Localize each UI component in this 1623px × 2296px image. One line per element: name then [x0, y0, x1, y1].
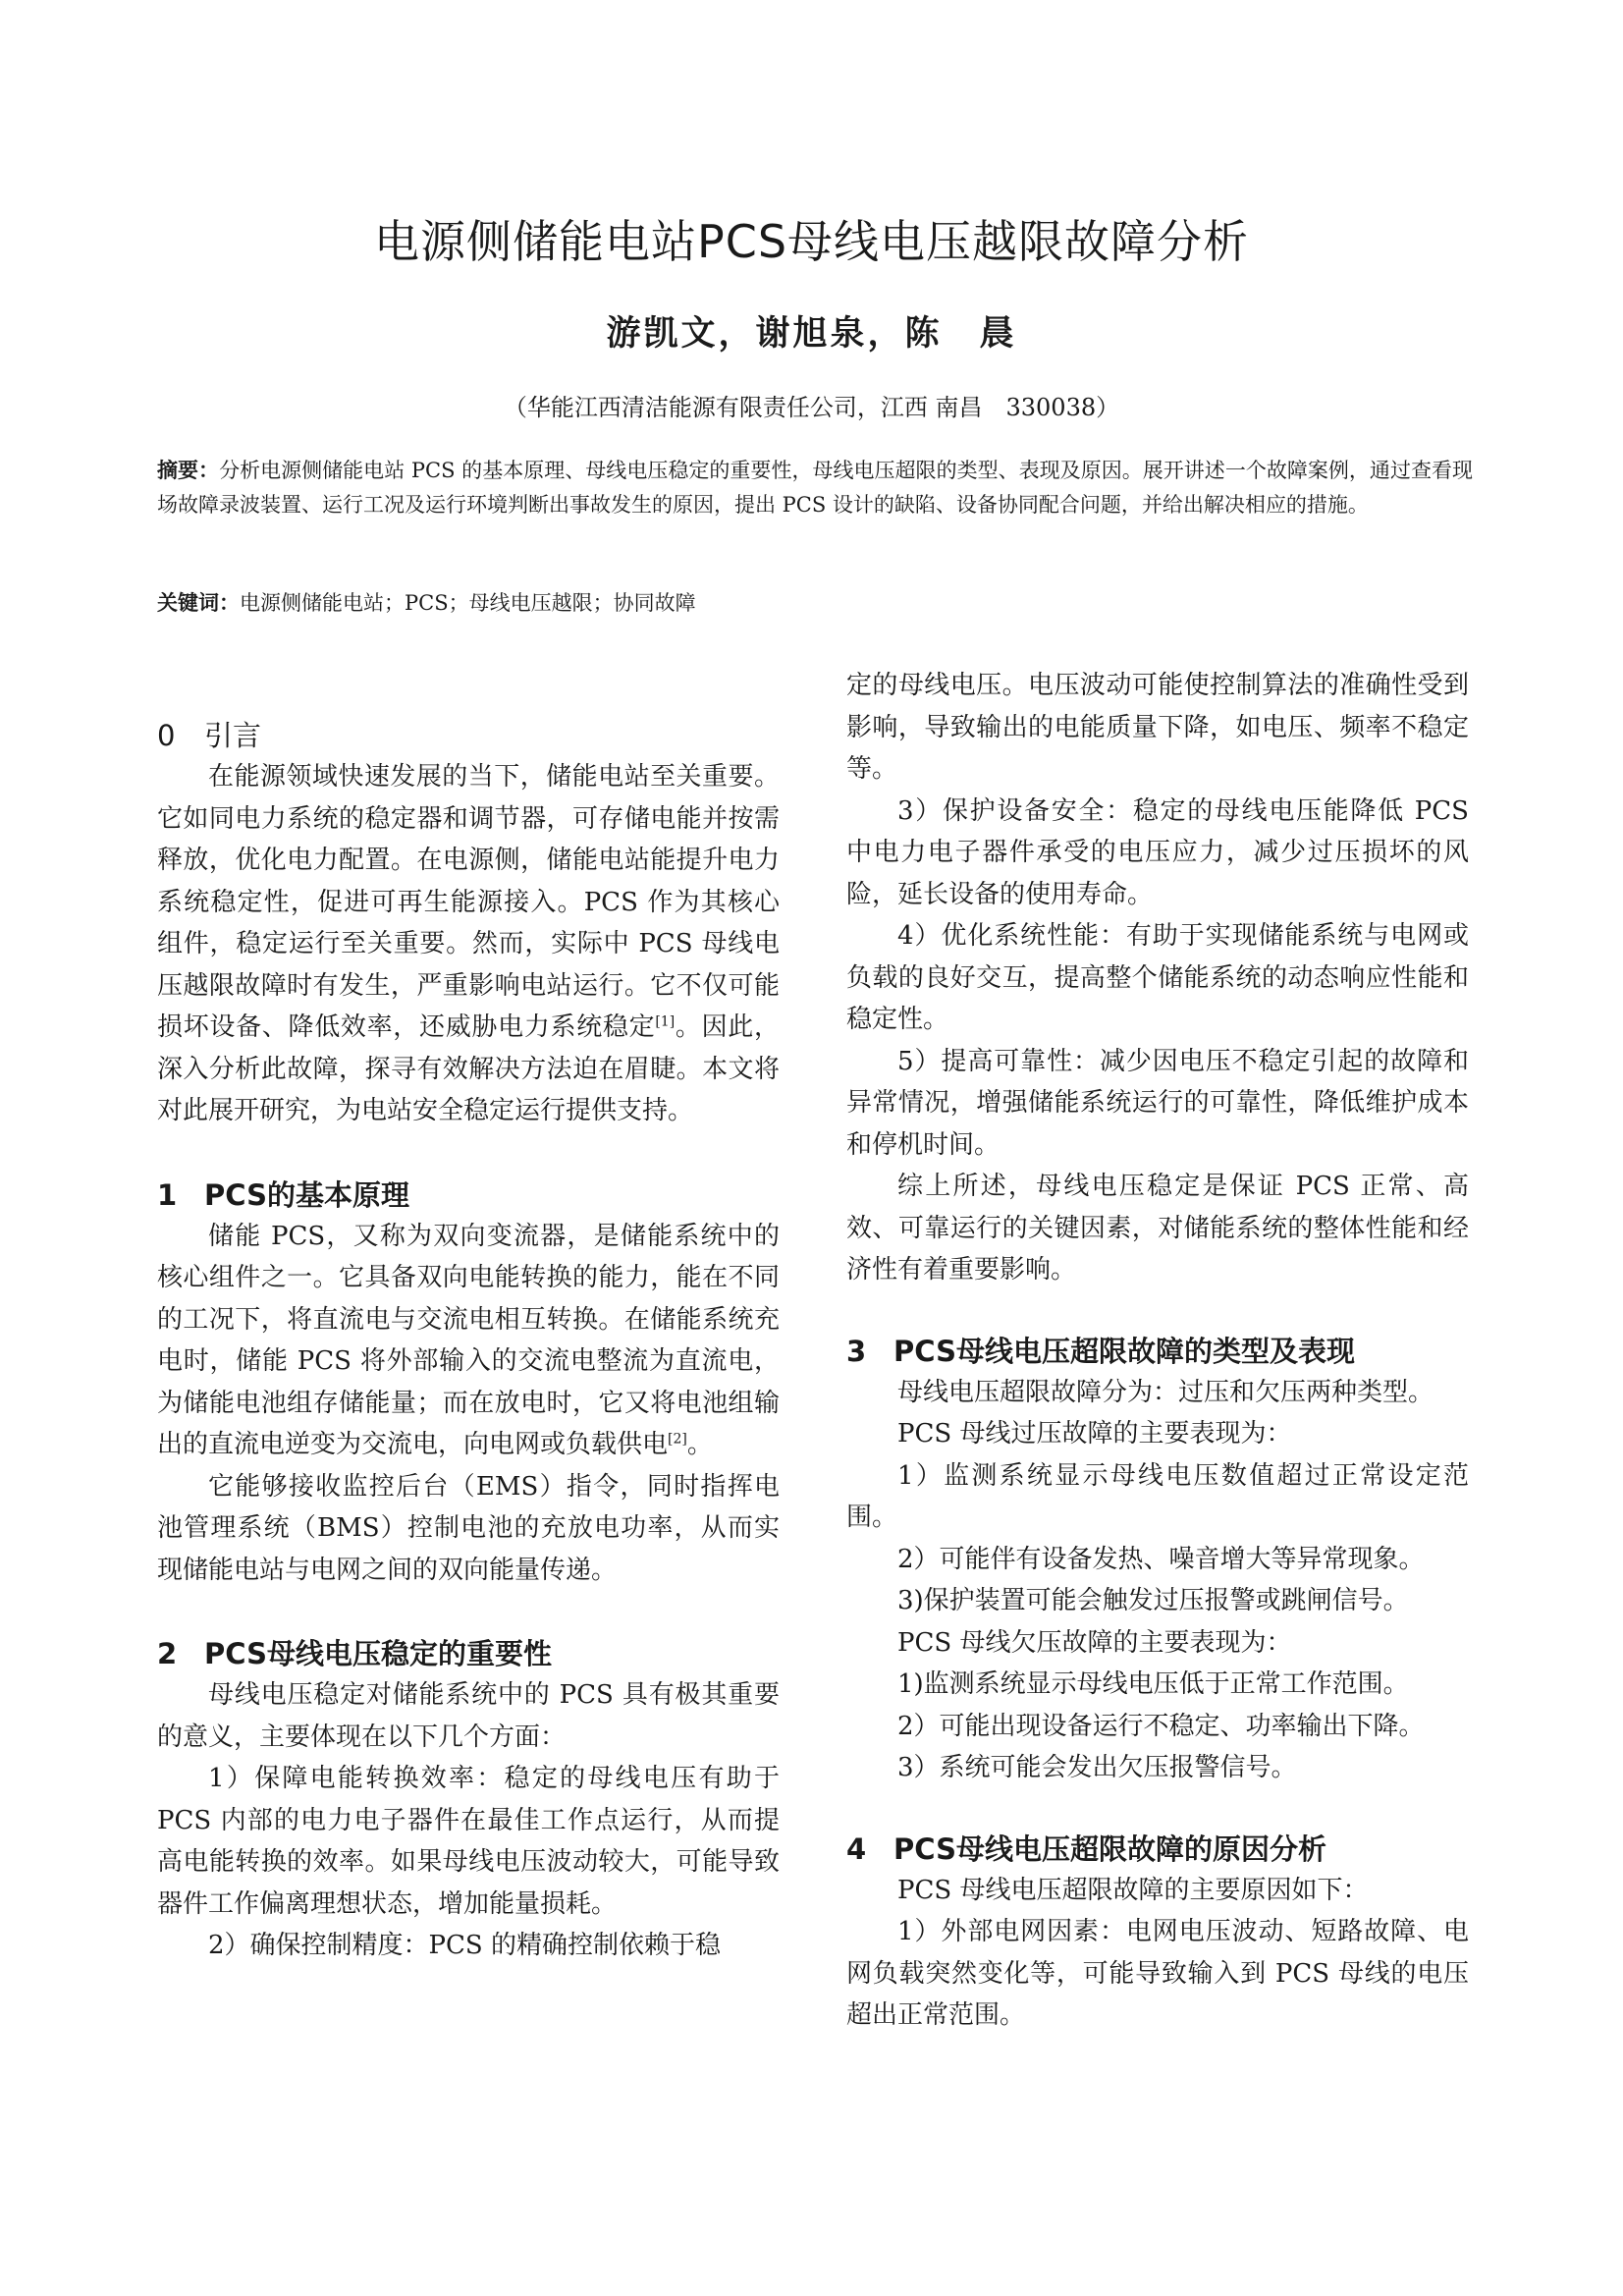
abstract-text: 分析电源侧储能电站 PCS 的基本原理、母线电压稳定的重要性，母线电压超限的类型、表现及原因。展开讲述一个故障案例，通过查看现场故障录波装置、运行工况及运行环境判断出事故发生的原因，提出 PCS 设计的缺陷、设备协同配合问题，并给出解决相应的措施。	[157, 459, 1474, 517]
left-column	[157, 715, 780, 1967]
abstract	[157, 454, 1473, 522]
paragraph-text: 储能 PCS，又称为双向变流器，是储能系统中的核心组件之一。它具备双向电能转换的能力，能在不同的工况下，将直流电与交流电相互转换。在储能系统充电时，储能 PCS 将外部输入的交流电整流为直流电，为储能电池组存储能量；而在放电时，它又将电池组输出的直流电逆变为交流电，向电网或负载供电	[157, 1221, 780, 1459]
section-gap	[846, 1291, 1469, 1331]
paragraph: 5）提高可靠性：减少因电压不稳定引起的故障和异常情况，增强储能系统运行的可靠性，降低维护成本和停机时间。	[846, 1046, 1469, 1160]
paragraph: PCS 母线电压超限故障的主要原因如下：	[897, 1875, 1369, 1905]
paragraph: PCS 母线过压故障的主要表现为：	[897, 1419, 1292, 1449]
paragraph-text: 在能源领域快速发展的当下，储能电站至关重要。它如同电力系统的稳定器和调节器，可存储电能并按需释放，优化电力配置。在电源侧，储能电站能提升电力系统稳定性，促进可再生能源接入。PCS 作为其核心组件，稳定运行至关重要。然而，实际中 PCS 母线电压越限故障时有发生，严重影响电站运行。它不仅可能损坏设备、降低效率，还威胁电力系统稳定	[157, 762, 780, 1042]
section-gap	[157, 1132, 780, 1175]
keywords-text: 电源侧储能电站；PCS；母线电压越限；协同故障	[240, 591, 696, 615]
citation-ref: [1]	[655, 1013, 676, 1030]
section-title: PCS母线电压超限故障的类型及表现	[893, 1334, 1355, 1368]
section-number: 2	[157, 1637, 178, 1670]
section-heading-3	[846, 1331, 1469, 1372]
paragraph-continued: 定的母线电压。电压波动可能使控制算法的准确性受到影响，导致输出的电能质量下降，如电压、频率不稳定等。	[846, 671, 1469, 784]
paragraph: 母线电压超限故障分为：过压和欠压两种类型。	[897, 1377, 1434, 1407]
paragraph: 1)监测系统显示母线电压低于正常工作范围。	[897, 1669, 1409, 1699]
section-number: 3	[846, 1334, 867, 1368]
paragraph: 3）系统可能会发出欠压报警信号。	[897, 1753, 1297, 1782]
paragraph: 2）可能出现设备运行不稳定、功率输出下降。	[897, 1711, 1425, 1741]
paragraph: 母线电压稳定对储能系统中的 PCS 具有极其重要的意义，主要体现在以下几个方面：	[157, 1680, 780, 1752]
paragraph: 1）保障电能转换效率：稳定的母线电压有助于 PCS 内部的电力电子器件在最佳工作点运行，从而提高电能转换的效率。如果母线电压波动较大，可能导致器件工作偏离理想状态，增加能量损耗。	[157, 1764, 780, 1919]
keywords	[157, 586, 1473, 621]
keywords-label: 关键词：	[157, 591, 240, 615]
section-title: PCS的基本原理	[204, 1177, 409, 1212]
paper-title: 电源侧储能电站PCS母线电压越限故障分析	[373, 215, 1250, 268]
section-number: 0	[157, 719, 176, 752]
paragraph: 它能够接收监控后台（EMS）指令，同时指挥电池管理系统（BMS）控制电池的充放电功率，从而实现储能电站与电网之间的双向能量传递。	[157, 1471, 780, 1585]
section-gap	[157, 1591, 780, 1633]
section-heading-4	[846, 1829, 1469, 1870]
section-heading-2	[157, 1633, 780, 1674]
section-gap	[846, 1789, 1469, 1829]
paragraph: 1）外部电网因素：电网电压波动、短路故障、电网负载突然变化等，可能导致输入到 PCS 母线的电压超出正常范围。	[846, 1917, 1469, 2030]
paper-affiliation: （华能江西清洁能源有限责任公司，江西 南昌 330038）	[503, 394, 1120, 421]
section-title: PCS母线电压超限故障的原因分析	[893, 1831, 1326, 1866]
abstract-label: 摘要：	[157, 459, 220, 482]
paragraph: 2）确保控制精度：PCS 的精确控制依赖于稳	[208, 1931, 722, 1960]
paragraph: PCS 母线欠压故障的主要表现为：	[897, 1627, 1292, 1658]
paragraph: 3）保护设备安全：稳定的母线电压能降低 PCS 中电力电子器件承受的电压应力，减少过压损坏的风险，延长设备的使用寿命。	[846, 795, 1469, 909]
section-number: 4	[846, 1831, 867, 1866]
paragraph: 3)保护装置可能会触发过压报警或跳闸信号。	[897, 1586, 1409, 1615]
citation-ref: [2]	[668, 1431, 687, 1448]
paragraph: 1）监测系统显示母线电压数值超过正常设定范围。	[846, 1460, 1469, 1532]
paragraph-text: 。	[686, 1430, 713, 1459]
section-heading-0	[157, 715, 780, 756]
paragraph-text: 。因此，深入分析此故障，探寻有效解决方法迫在眉睫。本文将对此展开研究，为电站安全稳定运行提供支持。	[157, 1012, 780, 1125]
section-title: PCS母线电压稳定的重要性	[204, 1637, 552, 1670]
paragraph	[157, 756, 780, 1132]
paragraph: 4）优化系统性能：有助于实现储能系统与电网或负载的良好交互，提高整个储能系统的动态响应性能和稳定性。	[846, 921, 1469, 1034]
paragraph: 综上所述，母线电压稳定是保证 PCS 正常、高效、可靠运行的关键因素，对储能系统的整体性能和经济性有着重要影响。	[846, 1172, 1469, 1285]
section-number: 1	[157, 1177, 178, 1212]
paper-authors: 游凯文，谢旭泉，陈 晨	[606, 313, 1017, 354]
right-column	[846, 665, 1469, 2037]
paragraph	[157, 1216, 780, 1466]
paragraph: 2）可能伴有设备发热、噪音增大等异常现象。	[897, 1544, 1425, 1574]
section-title: 引言	[204, 719, 262, 752]
section-heading-1	[157, 1175, 780, 1216]
